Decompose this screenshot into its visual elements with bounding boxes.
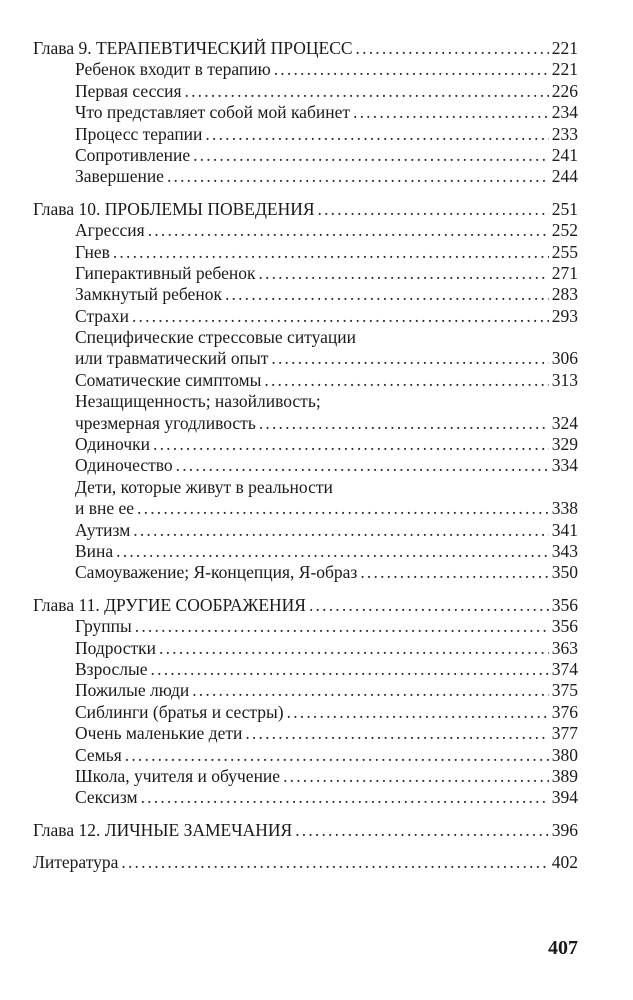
chapter-title: Глава 10. ПРОБЛЕМЫ ПОВЕДЕНИЯ bbox=[33, 198, 315, 219]
page-ref: 324 bbox=[551, 412, 578, 433]
section-gap bbox=[0, 809, 633, 820]
item-title: чрезмерная угодливость bbox=[75, 412, 256, 433]
toc-item[interactable] bbox=[0, 745, 633, 766]
page-ref: 329 bbox=[551, 434, 578, 455]
page-ref: 233 bbox=[551, 123, 578, 144]
section-gap bbox=[0, 584, 633, 595]
item-title: Гиперактивный ребенок bbox=[75, 262, 256, 283]
leader-dots bbox=[245, 723, 548, 744]
toc-item[interactable] bbox=[0, 616, 633, 637]
toc-chapter-10[interactable] bbox=[0, 199, 633, 220]
chapter-title: Глава 9. ТЕРАПЕВТИЧЕСКИЙ ПРОЦЕСС bbox=[33, 38, 353, 58]
toc-item[interactable] bbox=[0, 498, 633, 519]
item-title: Сексизм bbox=[75, 787, 138, 808]
page-ref: 255 bbox=[551, 241, 578, 262]
leader-dots bbox=[318, 199, 549, 220]
page-ref: 363 bbox=[551, 637, 578, 658]
page-ref: 306 bbox=[551, 348, 578, 369]
page-ref: 343 bbox=[551, 540, 578, 561]
page-ref: 226 bbox=[551, 80, 578, 101]
page-ref: 221 bbox=[551, 38, 578, 58]
page-ref: 375 bbox=[551, 680, 578, 701]
leader-dots bbox=[360, 562, 548, 583]
page-ref: 252 bbox=[551, 220, 578, 241]
page-ref: 313 bbox=[551, 369, 578, 390]
leader-dots bbox=[116, 541, 549, 562]
page-ref: 376 bbox=[551, 701, 578, 722]
toc-item[interactable] bbox=[0, 348, 633, 369]
leader-dots bbox=[193, 145, 549, 166]
toc-chapter-9[interactable] bbox=[0, 38, 633, 59]
page-ref: 271 bbox=[551, 262, 578, 283]
leader-dots bbox=[205, 124, 548, 145]
leader-dots bbox=[159, 638, 549, 659]
toc-item[interactable] bbox=[0, 124, 633, 145]
toc-item[interactable] bbox=[0, 723, 633, 744]
page-ref: 350 bbox=[551, 562, 578, 583]
toc-item[interactable] bbox=[0, 370, 633, 391]
item-title: Пожилые люди bbox=[75, 680, 190, 701]
item-title: Процесс терапии bbox=[75, 123, 203, 144]
page-ref: 377 bbox=[551, 723, 578, 744]
item-title: Замкнутый ребенок bbox=[75, 284, 222, 305]
item-title: Сопротивление bbox=[75, 144, 191, 165]
leader-dots bbox=[192, 680, 549, 701]
leader-dots bbox=[264, 370, 548, 391]
item-title: Завершение bbox=[75, 166, 164, 187]
leader-dots bbox=[295, 820, 549, 841]
item-title: Одиночки bbox=[75, 434, 151, 455]
page-ref: 402 bbox=[551, 852, 578, 873]
leader-dots bbox=[148, 220, 549, 241]
item-title: Очень маленькие дети bbox=[75, 723, 243, 744]
page-ref: 356 bbox=[551, 616, 578, 637]
leader-dots bbox=[132, 306, 549, 327]
leader-dots bbox=[185, 81, 549, 102]
page-ref: 394 bbox=[551, 787, 578, 808]
leader-dots bbox=[121, 852, 548, 873]
item-title: Подростки bbox=[75, 637, 157, 658]
toc-item[interactable] bbox=[0, 541, 633, 562]
item-title: Сиблинги (братья и сестры) bbox=[75, 701, 284, 722]
toc-literature[interactable] bbox=[0, 852, 633, 873]
toc-item-line1 bbox=[0, 391, 633, 412]
item-title-line1: Дети, которые живут в реальности bbox=[75, 476, 333, 497]
leader-dots bbox=[133, 520, 548, 541]
toc-item[interactable] bbox=[0, 242, 633, 263]
toc-item[interactable] bbox=[0, 145, 633, 166]
toc-chapter-11[interactable] bbox=[0, 595, 633, 616]
section-gap bbox=[0, 188, 633, 199]
toc-item[interactable] bbox=[0, 81, 633, 102]
toc-item[interactable] bbox=[0, 166, 633, 187]
leader-dots bbox=[258, 263, 548, 284]
page-ref: 234 bbox=[551, 102, 578, 123]
table-of-contents bbox=[0, 38, 633, 873]
item-title: Взрослые bbox=[75, 658, 148, 679]
toc-item[interactable] bbox=[0, 520, 633, 541]
page-ref: 396 bbox=[551, 819, 578, 840]
item-title: Аутизм bbox=[75, 519, 131, 540]
leader-dots bbox=[356, 38, 549, 59]
toc-item-line1 bbox=[0, 327, 633, 348]
item-title: и вне ее bbox=[75, 498, 135, 519]
leader-dots bbox=[135, 616, 549, 637]
page-ref: 338 bbox=[551, 498, 578, 519]
toc-item[interactable] bbox=[0, 102, 633, 123]
chapter-title: Глава 12. ЛИЧНЫЕ ЗАМЕЧАНИЯ bbox=[33, 819, 293, 840]
item-title: Ребенок входит в терапию bbox=[75, 59, 271, 80]
item-title: Страхи bbox=[75, 305, 129, 326]
leader-dots bbox=[141, 787, 549, 808]
section-gap bbox=[0, 841, 633, 852]
item-title: Группы bbox=[75, 616, 132, 637]
page-ref: 221 bbox=[551, 59, 578, 80]
leader-dots bbox=[287, 702, 549, 723]
toc-item[interactable] bbox=[0, 434, 633, 455]
item-title: Гнев bbox=[75, 241, 110, 262]
leader-dots bbox=[167, 166, 549, 187]
item-title: Школа, учителя и обучение bbox=[75, 765, 281, 786]
chapter-title: Глава 11. ДРУГИЕ СООБРАЖЕНИЯ bbox=[33, 594, 306, 615]
toc-item[interactable] bbox=[0, 413, 633, 434]
item-title-line1: Незащищенность; назойливость; bbox=[75, 391, 321, 412]
toc-item[interactable] bbox=[0, 659, 633, 680]
toc-item[interactable] bbox=[0, 680, 633, 701]
item-title: Самоуважение; Я-концепция, Я-образ bbox=[75, 562, 358, 583]
toc-item[interactable] bbox=[0, 702, 633, 723]
page-ref: 356 bbox=[551, 594, 578, 615]
toc-item-line1 bbox=[0, 477, 633, 498]
item-title: Вина bbox=[75, 540, 114, 561]
item-title: Соматические симптомы bbox=[75, 369, 262, 390]
leader-dots bbox=[151, 659, 549, 680]
page-ref: 380 bbox=[551, 744, 578, 765]
toc-item[interactable] bbox=[0, 455, 633, 476]
item-title: Агрессия bbox=[75, 220, 145, 241]
leader-dots bbox=[283, 766, 549, 787]
leader-dots bbox=[176, 455, 549, 476]
literature-title: Литература bbox=[33, 852, 119, 873]
leader-dots bbox=[259, 413, 549, 434]
toc-item[interactable] bbox=[0, 766, 633, 787]
leader-dots bbox=[353, 102, 549, 123]
leader-dots bbox=[153, 434, 549, 455]
item-title-line1: Специфические стрессовые ситуации bbox=[75, 327, 356, 348]
leader-dots bbox=[125, 745, 549, 766]
page-ref: 374 bbox=[551, 658, 578, 679]
item-title: Семья bbox=[75, 744, 122, 765]
page-ref: 244 bbox=[551, 166, 578, 187]
toc-item[interactable] bbox=[0, 220, 633, 241]
leader-dots bbox=[113, 242, 549, 263]
toc-item[interactable] bbox=[0, 263, 633, 284]
toc-chapter-12[interactable] bbox=[0, 820, 633, 841]
leader-dots bbox=[271, 348, 548, 369]
toc-item[interactable] bbox=[0, 59, 633, 80]
leader-dots bbox=[309, 595, 549, 616]
item-title: Первая сессия bbox=[75, 80, 182, 101]
page-ref: 334 bbox=[551, 455, 578, 476]
toc-item[interactable] bbox=[0, 306, 633, 327]
toc-item[interactable] bbox=[0, 638, 633, 659]
item-title: Что представляет собой мой кабинет bbox=[75, 102, 351, 123]
page-ref: 251 bbox=[551, 198, 578, 219]
item-title: Одиночество bbox=[75, 455, 173, 476]
page-ref: 341 bbox=[551, 519, 578, 540]
page-ref: 241 bbox=[551, 144, 578, 165]
toc-item[interactable] bbox=[0, 562, 633, 583]
page-number: 407 bbox=[548, 937, 578, 959]
page-ref: 389 bbox=[551, 765, 578, 786]
item-title: или травматический опыт bbox=[75, 348, 269, 369]
toc-item[interactable] bbox=[0, 284, 633, 305]
page-ref: 293 bbox=[551, 305, 578, 326]
toc-item[interactable] bbox=[0, 787, 633, 808]
leader-dots bbox=[274, 59, 549, 80]
page-ref: 283 bbox=[551, 284, 578, 305]
leader-dots bbox=[225, 284, 549, 305]
leader-dots bbox=[137, 498, 549, 519]
